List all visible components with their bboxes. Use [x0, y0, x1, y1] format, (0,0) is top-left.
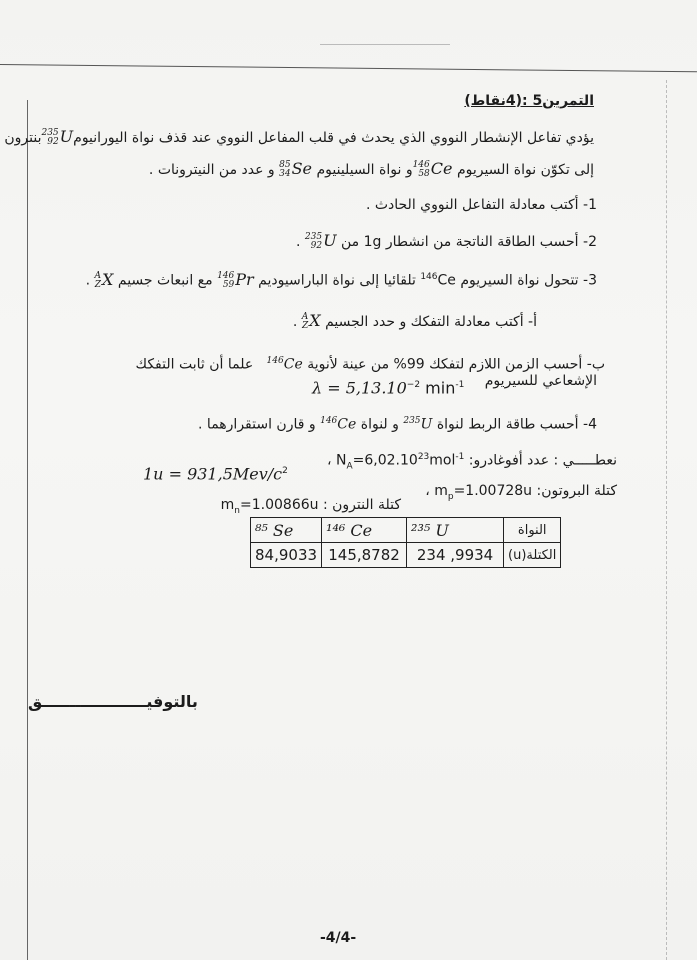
question-3-c: مع انبعاث جسيم [117, 272, 213, 289]
table-header-label: النواة [504, 518, 561, 543]
intro-line-1-text: يؤدي تفاعل الإنشطار النووي الذي يحدث في قلب المفاعل النووي عند قذف نواة اليورانيوم [73, 130, 594, 146]
table-row [251, 518, 561, 543]
table-mass-ce: 145,8782 [322, 543, 407, 568]
question-3a: أ- أكتب معادلة التفكك و حدد الجسيم A Z X . [292, 311, 537, 331]
intro-line-1 [4, 128, 594, 147]
given-neutron: كتلة النترون : $m_n=1.00866u$ [220, 497, 401, 516]
top-rule [0, 64, 697, 72]
lambda-value: $\lambda = 5,13.10^{-2}$ $\min^{-1}$ [312, 378, 465, 398]
intro-line-2-b: و نواة السيلينيوم [316, 162, 413, 178]
question-4: 4- أحسب طاقة الربط لنواة $^{235}$U و لنواة $^{146}$Ce و قارن استقرارهما . [198, 416, 597, 433]
question-3b-line-2 [485, 372, 597, 390]
question-2-text: 2- أحسب الطاقة الناتجة من انشطار 1g من [341, 234, 597, 250]
exercise-title: التمرين5 :(4نقاط) [464, 93, 594, 109]
question-3b-decay-constant: علما أن ثابت التفكك [135, 356, 254, 373]
question-3a-text: أ- أكتب معادلة التفكك و حدد الجسيم [325, 314, 537, 330]
particle-x-3a: A Z X [301, 311, 321, 331]
question-3-b: تلقائيا إلى نواة الباراسيوديم [258, 272, 416, 289]
table-row-label: الكتلة(u) [504, 543, 561, 568]
question-3b-text: ب- أحسب الزمن اللازم لتفكك 99% من عينة لأنوية [307, 356, 605, 373]
mass-table [250, 517, 561, 568]
left-margin-rule [27, 100, 28, 960]
question-2: 2- أحسب الطاقة الناتجة من انشطار 1g من 235 92 U . [295, 231, 597, 251]
neutron-label: كتلة النترون : [322, 497, 401, 513]
table-row [251, 543, 561, 568]
table-mass-se: 84,9033 [251, 543, 322, 568]
question-4-a: 4- أحسب طاقة الربط لنواة [436, 416, 597, 433]
intro-line-2-a: إلى تكوّن نواة السيريوم [456, 162, 594, 178]
intro-line-1-end: بنترون [4, 130, 42, 146]
selenium-isotope: 85 34 Se [279, 159, 313, 179]
cerium-isotope: 146 58 Ce [412, 159, 453, 179]
question-1: 1- أكتب معادلة التفاعل النووي الحادث . [365, 197, 597, 213]
particle-x: A Z X [94, 269, 114, 290]
intro-line-2-c: و عدد من النيترونات . [148, 162, 275, 178]
given-label: نعطـــــي : عدد أفوغادرو: [468, 452, 617, 469]
table-nucleus-se: ⁸⁵ Se [251, 518, 322, 543]
signoff: بالتوفيـــــــــــــــــــق [28, 692, 198, 711]
right-margin-rule [666, 80, 667, 960]
intro-line-2 [149, 160, 594, 179]
question-4-b: و لنواة [360, 416, 399, 433]
uranium-isotope: 235 92 U [41, 127, 74, 147]
question-4-c: و قارن استقرارهما . [198, 416, 316, 433]
given-proton: كتلة البروتون: $m_p=1.00728u$ ، [425, 483, 617, 502]
praseodymium-isotope: 146 59 Pr [217, 269, 254, 290]
question-3: 3- تتحول نواة السيريوم $^{146}$Ce تلقائيا إلى نواة الباراسيوديم 146 59 Pr مع انبعاث جسيم A Z X . [85, 269, 597, 290]
proton-label: كتلة البروتون: [536, 483, 617, 499]
page-number: -4/4- [320, 930, 357, 946]
question-3b-line-1: ب- أحسب الزمن اللازم لتفكك 99% من عينة لأنوية $^{146}$Ce علما أن ثابت التفكك [135, 356, 605, 373]
amu-value: $1u = 931,5Mev/c^2$ [143, 464, 288, 484]
given-avogadro: نعطـــــي : عدد أفوغادرو: $N_A=6,02.10^{23}mol^{-1}$ ، [327, 452, 617, 472]
faint-top-rule [320, 44, 450, 45]
table-nucleus-u: ²³⁵ U [407, 518, 504, 543]
question-3-a: 3- تتحول نواة السيريوم [460, 272, 597, 289]
question-3b-line-2-text: الإشعاعي للسيريوم [484, 373, 597, 389]
table-mass-u: 234 ,9934 [407, 543, 504, 568]
table-nucleus-ce: ¹⁴⁶ Ce [322, 518, 407, 543]
uranium-isotope-q2: 235 92 U [304, 231, 337, 251]
